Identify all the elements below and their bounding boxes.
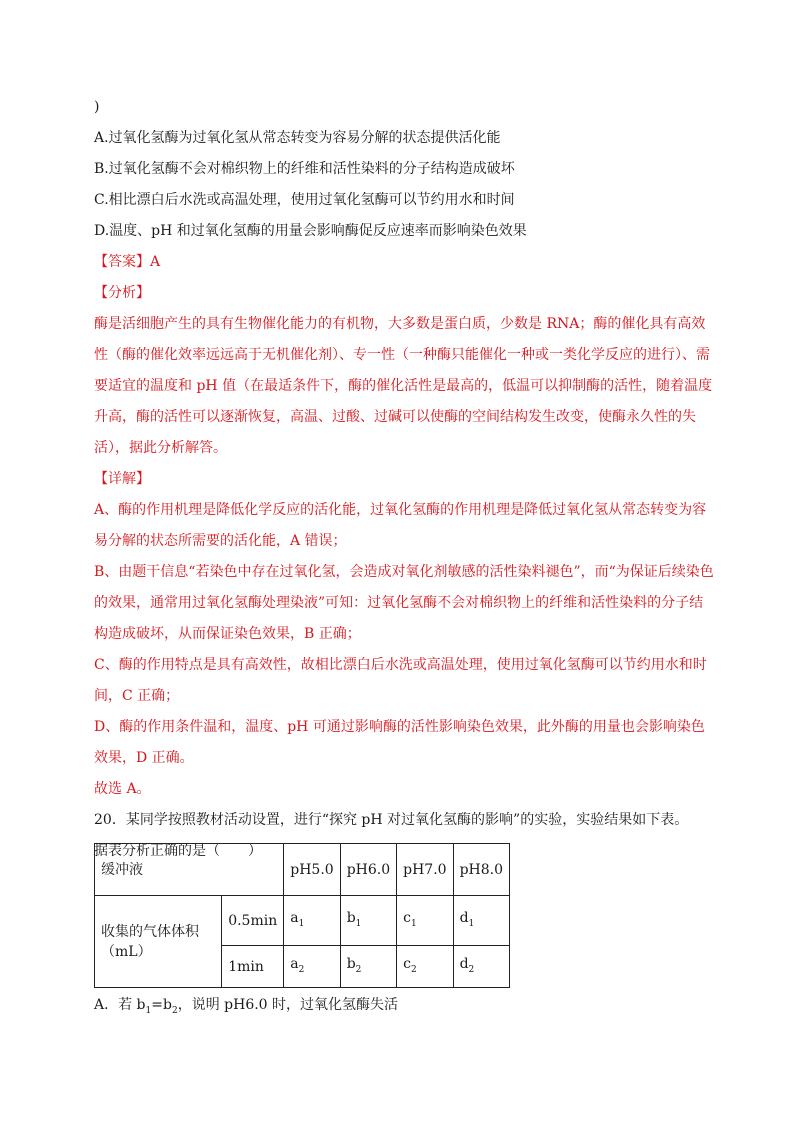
table-cell: $c_2$ [397,946,453,988]
detail-item-d: D、酶的作用条件温和，温度、pH 可通过影响酶的活性影响染色效果，此外酶的用量也会影响染色效果，D 正确。 [94,719,705,766]
analysis-label: 【分析】 [94,285,150,301]
time-cell: 1min [222,946,284,988]
table-cell: $a_2$ [284,946,340,988]
header-ph-col: pH6.0 [340,844,396,896]
table-cell: $d_2$ [453,946,509,988]
results-table [94,843,510,988]
header-buffer-label: 缓冲液 [95,844,284,896]
q20-stem-line2: 据表分析正确的是（ ） [94,843,262,859]
page-body [94,92,714,867]
option-a-q19: A.过氧化氢酶为过氧化氢从常态转变为容易分解的状态提供活化能 [94,130,501,146]
table-cell: $b_1$ [340,896,396,946]
table-cell: $a_1$ [284,896,340,946]
header-ph-col: pH5.0 [284,844,340,896]
q20-option-a: A．若 $b_1=b_2$，说明 pH6.0 时，过氧化氢酶失活 [94,997,399,1016]
table-row [95,896,510,946]
conclusion: 故选 A。 [94,781,151,797]
table-cell: $d_1$ [453,896,509,946]
header-ph-col: pH8.0 [453,844,509,896]
analysis-text: 酶是活细胞产生的具有生物催化能力的有机物，大多数是蛋白质，少数是 RNA；酶的催化具有高效性（酶的催化效率远远高于无机催化剂）、专一性（一种酶只能催化一种或一类化学反应的进行）、需要适宜的温度和 pH 值（在最适条件下，酶的催化活性是最高的，低温可以抑制酶的活性，随着温度升高，酶的活性可以逐渐恢复，高温、过酸、过碱可以使酶的空间结构发生改变，使酶永久性的失活），据此分析解答。 [94,316,713,456]
answer-label: 【答案】A [94,254,161,270]
row-label-gas-volume: 收集的气体体积（mL） [95,896,222,988]
time-cell: 0.5min [222,896,284,946]
option-c-q19: C.相比漂白后水洗或高温处理，使用过氧化氢酶可以节约用水和时间 [94,192,515,208]
table-cell: $b_2$ [340,946,396,988]
detail-item-c: C、酶的作用特点是具有高效性，故相比漂白后水洗或高温处理，使用过氧化氢酶可以节约用水和时间，C 正确； [94,657,707,704]
detail-label: 【详解】 [94,471,150,487]
continuation-paren: ) [94,99,100,115]
detail-item-b: B、由题干信息“若染色中存在过氧化氢，会造成对氧化剂敏感的活性染料褪色”，而“为保证后续染色的效果，通常用过氧化氢酶处理染液”可知：过氧化氢酶不会对棉织物上的纤维和活性染料的分子结构造成破坏，从而保证染色效果，B 正确； [94,564,714,642]
q20-stem-line1: 20．某同学按照教材活动设置，进行“探究 pH 对过氧化氢酶的影响”的实验，实验结果如下表。 [94,812,689,828]
option-d-q19: D.温度、pH 和过氧化氢酶的用量会影响酶促反应速率而影响染色效果 [94,223,527,239]
option-b-q19: B.过氧化氢酶不会对棉织物上的纤维和活性染料的分子结构造成破坏 [94,161,515,177]
detail-item-a: A、酶的作用机理是降低化学反应的活化能，过氧化氢酶的作用机理是降低过氧化氢从常态转变为容易分解的状态所需要的活化能，A 错误； [94,502,707,549]
table-header-row [95,844,510,896]
header-ph-col: pH7.0 [397,844,453,896]
table-cell: $c_1$ [397,896,453,946]
